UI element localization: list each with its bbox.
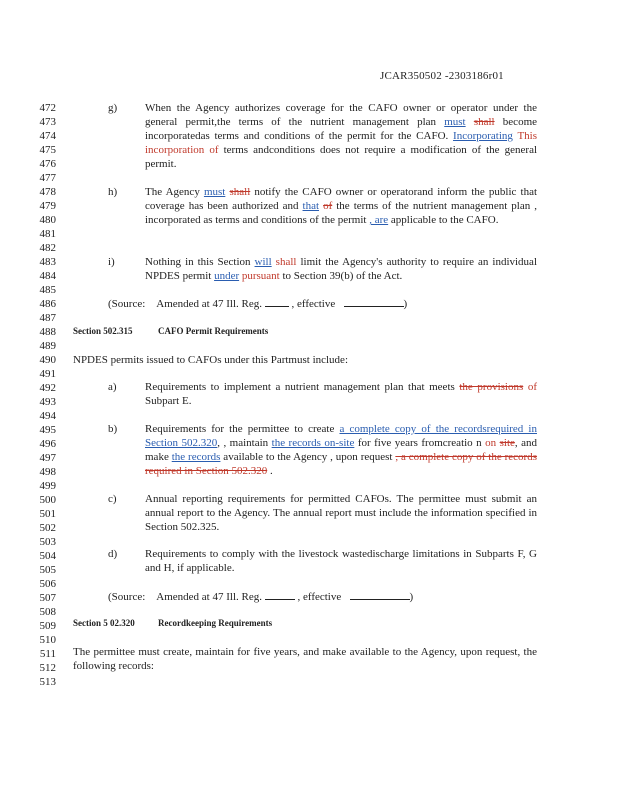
text: terms andconditions does not require a modification of the general permit. bbox=[145, 144, 538, 170]
text: The Agency bbox=[145, 186, 204, 198]
item-label-g: g) bbox=[108, 102, 118, 114]
line-number: 496 bbox=[39, 438, 56, 450]
insertion: , are bbox=[369, 214, 389, 226]
paragraph-i bbox=[145, 255, 537, 283]
insertion: under bbox=[214, 270, 240, 282]
source-amended: Amended at 47 Ill. Reg. bbox=[156, 298, 262, 310]
line-number: 478 bbox=[39, 186, 56, 198]
text: Nothing in this Section bbox=[145, 256, 255, 268]
line-number: 489 bbox=[39, 340, 56, 352]
insertion: a complete copy of the recordsrequired in Section 502.320 bbox=[145, 423, 537, 449]
line-number: 484 bbox=[39, 270, 56, 282]
line-number: 492 bbox=[39, 382, 56, 394]
revision: on bbox=[485, 437, 497, 449]
line-number: 472 bbox=[39, 102, 56, 114]
source-amended: Amended at 47 Ill. Reg. bbox=[156, 591, 262, 603]
paragraph-c: Annual reporting requirements for permitted CAFOs. The permittee must submit an annual report to the Agency. The annual report must include the information specified in Section 502.325. bbox=[145, 493, 537, 533]
line-number: 476 bbox=[39, 158, 56, 170]
line-number: 504 bbox=[39, 550, 56, 562]
line-number: 505 bbox=[39, 564, 56, 576]
line-number: 473 bbox=[39, 116, 56, 128]
text: Subpart E. bbox=[145, 395, 192, 407]
item-label-b: b) bbox=[108, 423, 118, 435]
revision: of bbox=[204, 144, 219, 156]
source-label: (Source: bbox=[108, 298, 146, 310]
line-number: 503 bbox=[39, 536, 56, 548]
intro-paragraph-2: The permittee must create, maintain for five years, and make available to the Agency, upon request, the following records: bbox=[73, 646, 537, 672]
paragraph-b bbox=[145, 422, 537, 478]
line-number: 512 bbox=[39, 662, 56, 674]
text: When the Agency authorizes coverage for the CAFO owner or operator under the general permit,the terms of the nutrient management plan bbox=[145, 102, 537, 128]
text: limit the Agency's authority to require an individual NPDES permit bbox=[145, 256, 538, 282]
line-number: 510 bbox=[39, 634, 56, 646]
line-number: 474 bbox=[39, 130, 56, 142]
paragraph-g bbox=[145, 101, 537, 171]
deletion: shall bbox=[229, 186, 251, 198]
deletion: shall bbox=[473, 116, 495, 128]
section-number-2: Section 5 02.320 bbox=[73, 618, 135, 628]
line-number: 481 bbox=[39, 228, 56, 240]
text: to Section 39(b) of the Act. bbox=[279, 270, 403, 282]
line-number: 482 bbox=[39, 242, 56, 254]
text: . bbox=[267, 465, 273, 477]
source-close: ) bbox=[403, 298, 408, 310]
line-number: 480 bbox=[39, 214, 56, 226]
insertion: must bbox=[444, 116, 466, 128]
item-label-h: h) bbox=[108, 186, 118, 198]
blank-line bbox=[350, 590, 410, 600]
document-header: JCAR350502 -2303186r01 bbox=[380, 70, 504, 82]
line-number: 513 bbox=[39, 676, 56, 688]
source-effective: , effective bbox=[291, 298, 336, 310]
text: become incorporatedas terms and conditions of the permit for the CAFO. bbox=[145, 116, 538, 142]
intro-paragraph-1: NPDES permits issued to CAFOs under this Partmust include: bbox=[73, 354, 348, 366]
line-number: 490 bbox=[39, 354, 56, 366]
section-title-1: CAFO Permit Requirements bbox=[158, 326, 269, 336]
text: for five years fromcreatio n bbox=[354, 437, 486, 449]
revision: shall bbox=[271, 256, 297, 268]
blank-line bbox=[344, 297, 404, 307]
section-number-1: Section 502.315 bbox=[73, 326, 133, 336]
deletion: site bbox=[499, 437, 515, 449]
line-number: 477 bbox=[39, 172, 56, 184]
item-label-c: c) bbox=[108, 493, 117, 505]
source-label: (Source: bbox=[108, 591, 146, 603]
insertion: that bbox=[302, 200, 320, 212]
line-number: 497 bbox=[39, 452, 56, 464]
text: Requirements for the permittee to create bbox=[145, 423, 340, 435]
line-number: 501 bbox=[39, 508, 56, 520]
item-label-a: a) bbox=[108, 381, 117, 393]
revision: pursuant bbox=[239, 270, 280, 282]
line-number: 509 bbox=[39, 620, 56, 632]
line-number: 500 bbox=[39, 494, 56, 506]
text: , , maintain bbox=[217, 437, 272, 449]
blank-line bbox=[265, 297, 289, 307]
section-title-2: Recordkeeping Requirements bbox=[158, 618, 273, 628]
line-number: 488 bbox=[39, 326, 56, 338]
line-number: 511 bbox=[39, 648, 56, 660]
paragraph-h bbox=[145, 185, 537, 227]
blank-line bbox=[265, 590, 295, 600]
line-number: 475 bbox=[39, 144, 56, 156]
deletion: , a complete copy of the records required in Section 502.320 bbox=[145, 451, 538, 477]
text: the terms of the nutrient management plan , incorporated as terms and conditions of the permit bbox=[145, 200, 537, 226]
line-number: 506 bbox=[39, 578, 56, 590]
insertion: will bbox=[254, 256, 272, 268]
text: Requirements to implement a nutrient management plan that meets bbox=[145, 381, 460, 393]
item-label-i: i) bbox=[108, 256, 115, 268]
line-number: 487 bbox=[39, 312, 56, 324]
line-number: 479 bbox=[39, 200, 56, 212]
text: , and make bbox=[145, 437, 537, 463]
line-number: 507 bbox=[39, 592, 56, 604]
line-number: 502 bbox=[39, 522, 56, 534]
line-number: 499 bbox=[39, 480, 56, 492]
line-number: 486 bbox=[39, 298, 56, 310]
source-effective: , effective bbox=[297, 591, 342, 603]
revision: This incorporation bbox=[145, 130, 538, 156]
line-number: 483 bbox=[39, 256, 56, 268]
source-close: ) bbox=[409, 591, 414, 603]
insertion: the records on-site bbox=[271, 437, 355, 449]
source-note-2 bbox=[108, 590, 413, 603]
deletion: of bbox=[323, 200, 333, 212]
text: applicable to the CAFO. bbox=[388, 214, 499, 226]
line-number: 491 bbox=[39, 368, 56, 380]
line-number: 494 bbox=[39, 410, 56, 422]
text: available to the Agency , upon request bbox=[220, 451, 396, 463]
insertion: the records bbox=[171, 451, 221, 463]
paragraph-a bbox=[145, 380, 537, 408]
text: notify the CAFO owner or operatorand inform the public that coverage has been authorized and bbox=[145, 186, 538, 212]
source-note-1 bbox=[108, 297, 407, 310]
deletion: the provisions bbox=[459, 381, 524, 393]
insertion: Incorporating bbox=[453, 130, 513, 142]
line-number: 498 bbox=[39, 466, 56, 478]
line-number: 495 bbox=[39, 424, 56, 436]
insertion: must bbox=[203, 186, 226, 198]
line-number: 508 bbox=[39, 606, 56, 618]
paragraph-d: Requirements to comply with the livestock wastedischarge limitations in Subparts F, G and H, if applicable. bbox=[145, 548, 537, 574]
item-label-d: d) bbox=[108, 548, 118, 560]
revision: of bbox=[523, 381, 537, 393]
line-number: 493 bbox=[39, 396, 56, 408]
line-number: 485 bbox=[39, 284, 56, 296]
